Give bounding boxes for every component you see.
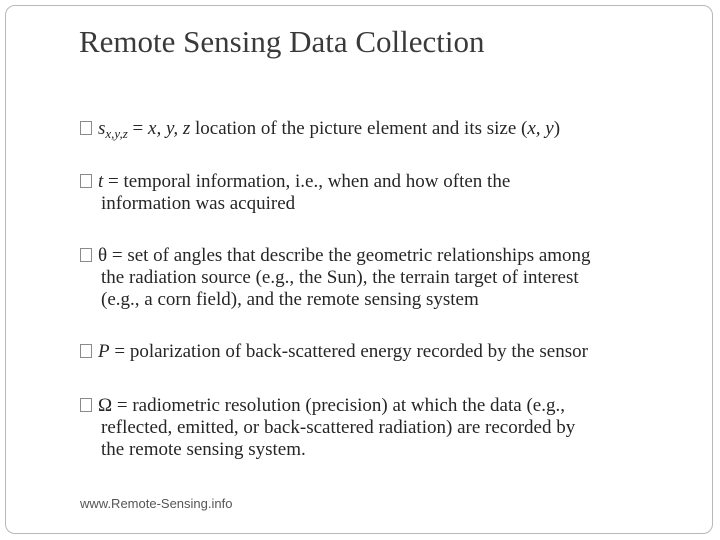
bullet-s-location	[80, 118, 675, 140]
bullet-text-line2: reflected, emitted, or back-scattered radiation) are recorded by	[101, 417, 576, 438]
bullet-box-icon	[80, 174, 92, 188]
vars-xyz: x, y, z	[148, 118, 191, 139]
bullet-text-line1: = temporal information, i.e., when and how often the	[103, 171, 511, 192]
bullet-text-line3: the remote sensing system.	[101, 439, 306, 460]
bullet-box-icon	[80, 398, 92, 412]
bullet-text-line1: θ = set of angles that describe the geometric relationships among	[98, 245, 591, 266]
symbol-s: s	[98, 118, 106, 139]
slide-title: Remote Sensing Data Collection	[79, 24, 485, 59]
equals-sign: =	[127, 118, 149, 139]
bullet-text-line1: Ω = radiometric resolution (precision) at which the data (e.g.,	[98, 395, 565, 416]
bullet-text: location of the picture element and its size (	[190, 118, 528, 139]
footer-url: www.Remote-Sensing.info	[80, 496, 233, 511]
bullet-text-line2: the radiation source (e.g., the Sun), the terrain target of interest	[101, 267, 579, 288]
bullet-p-polarization	[80, 341, 675, 363]
bullet-box-icon	[80, 121, 92, 135]
bullet-text-end: )	[553, 118, 561, 139]
bullet-text-line3: (e.g., a corn field), and the remote sensing system	[101, 289, 479, 310]
subscript-xyz: x,y,z	[105, 126, 128, 141]
symbol-p: P	[98, 341, 110, 362]
vars-xy: x, y	[527, 118, 554, 139]
bullet-theta-angles	[80, 245, 675, 311]
bullet-omega-radiometric	[80, 395, 675, 461]
bullet-t-temporal	[80, 171, 675, 215]
bullet-box-icon	[80, 248, 92, 262]
symbol-t: t	[98, 171, 104, 192]
bullet-text-line2: information was acquired	[101, 193, 296, 214]
bullet-text: = polarization of back-scattered energy recorded by the sensor	[109, 341, 588, 362]
bullet-box-icon	[80, 344, 92, 358]
